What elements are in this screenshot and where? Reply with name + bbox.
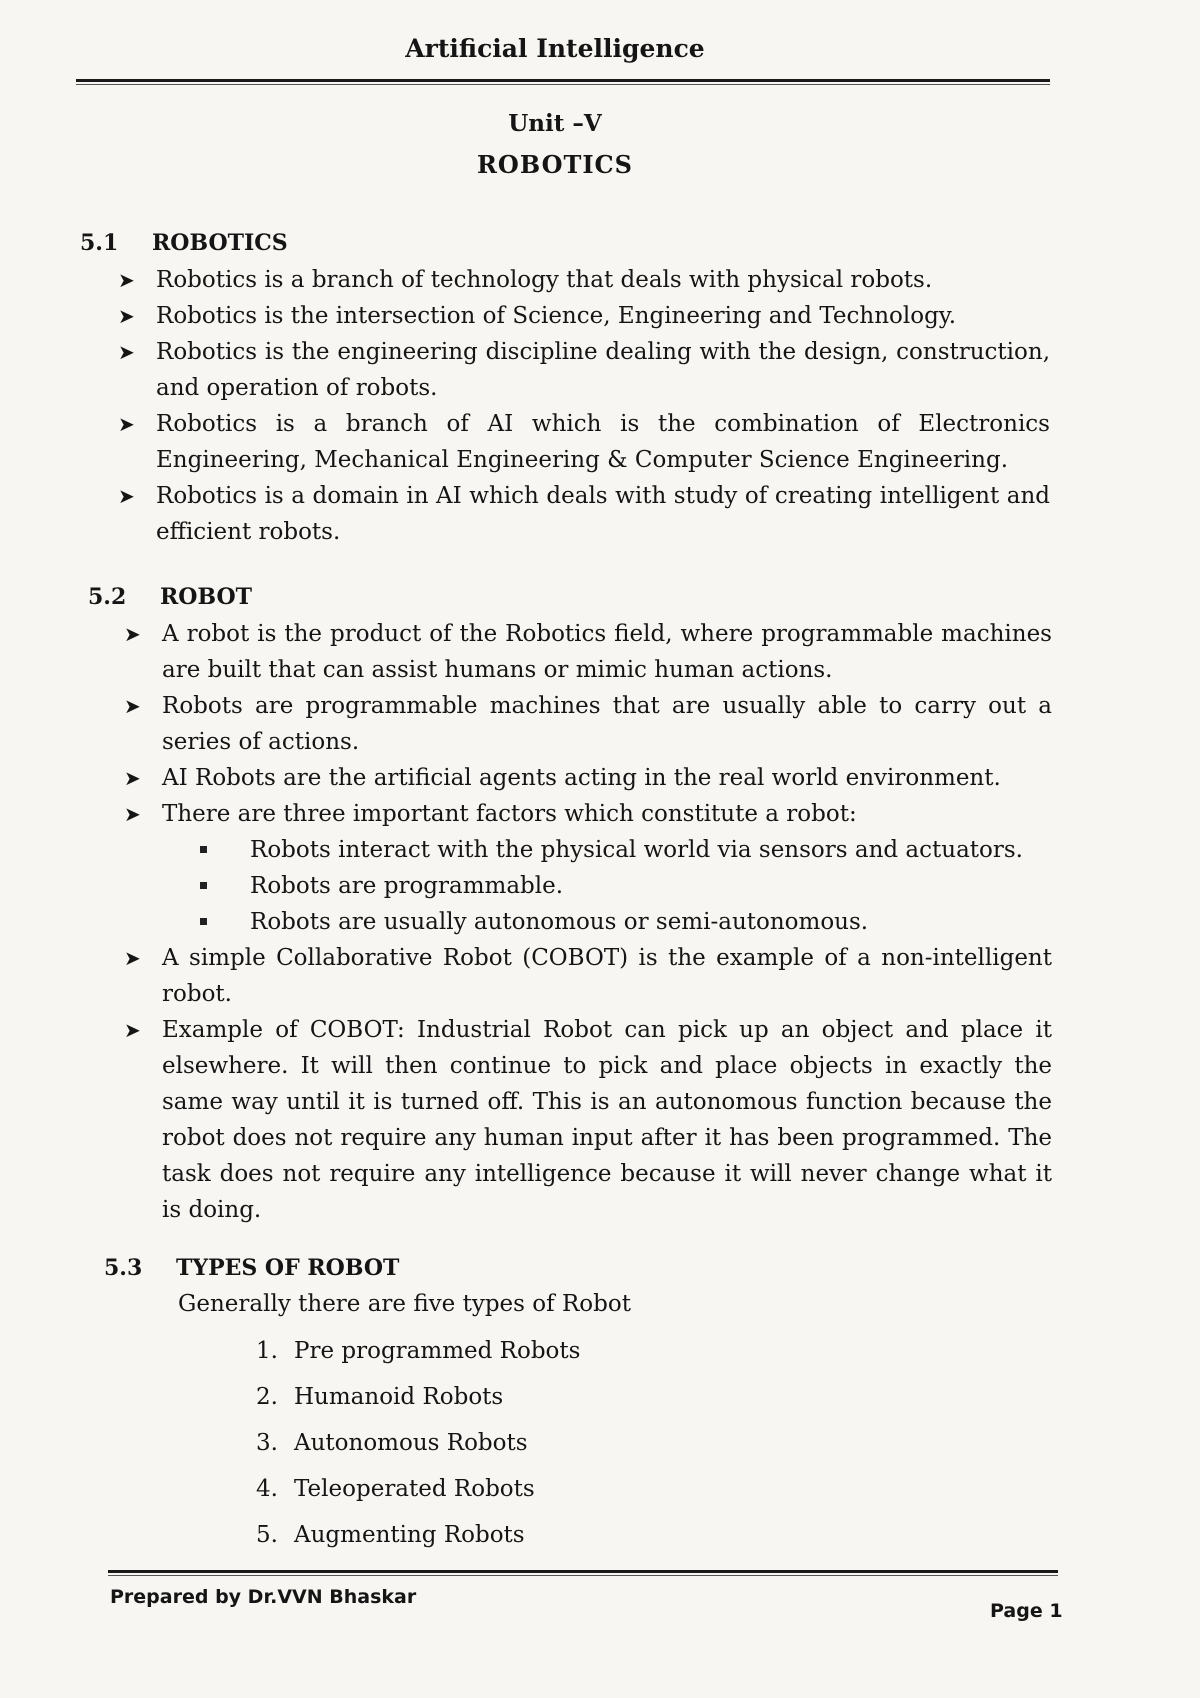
arrow-bullet-icon: ➤ — [124, 1018, 141, 1042]
robot-types-list — [256, 1338, 580, 1568]
arrow-bullet-icon: ➤ — [124, 622, 141, 646]
square-bullet-icon — [200, 846, 207, 853]
arrow-bullet-icon: ➤ — [124, 946, 141, 970]
list-item: ➤ Robotics is a branch of technology that deals with physical robots. — [118, 262, 1050, 298]
list-item: ➤ Robots are programmable machines that are usually able to carry out a series of actions. — [124, 688, 1052, 760]
arrow-bullet-icon: ➤ — [124, 766, 141, 790]
list-item: 5. Augmenting Robots — [256, 1522, 525, 1548]
header-rule — [76, 79, 1050, 85]
unit-label: Unit –V — [508, 110, 602, 137]
section-intro: Generally there are five types of Robot — [178, 1291, 631, 1317]
list-item: ➤ Robotics is the intersection of Science, Engineering and Technology. — [118, 298, 1050, 334]
arrow-bullet-icon: ➤ — [124, 694, 141, 718]
footer-rule — [108, 1570, 1058, 1576]
arrow-bullet-icon: ➤ — [118, 340, 135, 364]
list-item: 2. Humanoid Robots — [256, 1384, 504, 1410]
list-item: 3. Autonomous Robots — [256, 1430, 528, 1456]
square-bullet-icon — [200, 918, 207, 925]
section-heading-5-2 — [88, 584, 252, 610]
section-title: TYPES OF ROBOT — [176, 1255, 400, 1281]
section-5-2-list — [124, 616, 1052, 1228]
arrow-bullet-icon: ➤ — [118, 304, 135, 328]
list-item: ➤ A robot is the product of the Robotics field, where programmable machines are built that can assist humans or mimic human actions. — [124, 616, 1052, 688]
footer-author: Prepared by Dr.VVN Bhaskar — [110, 1586, 417, 1608]
factor-item: Robots are usually autonomous or semi-autonomous. — [200, 904, 1052, 940]
square-bullet-icon — [200, 882, 207, 889]
document-title: Artificial Intelligence — [405, 34, 705, 63]
factor-item: Robots are programmable. — [200, 868, 1052, 904]
section-heading-5-3 — [104, 1255, 399, 1281]
section-5-1-list — [118, 262, 1050, 550]
arrow-bullet-icon: ➤ — [118, 484, 135, 508]
section-title: ROBOT — [160, 584, 252, 610]
list-item: ➤ There are three important factors which constitute a robot: — [124, 796, 1052, 832]
list-item: ➤ Example of COBOT: Industrial Robot can pick up an object and place it elsewhere. It will then continue to pick and place objects in exactly the same way until it is turned off. This is an autonomous function because the robot does not require any human input after it has been programmed. The task does not require any intelligence because it will never change what it is doing. — [124, 1012, 1052, 1228]
arrow-bullet-icon: ➤ — [118, 268, 135, 292]
section-number: 5.1 — [80, 230, 119, 256]
arrow-bullet-icon: ➤ — [118, 412, 135, 436]
list-item: ➤ Robotics is the engineering discipline dealing with the design, construction, and operation of robots. — [118, 334, 1050, 406]
list-item: ➤ Robotics is a branch of AI which is the combination of Electronics Engineering, Mechanical Engineering & Computer Science Engineering. — [118, 406, 1050, 478]
section-title: ROBOTICS — [152, 230, 288, 256]
section-heading-5-1 — [80, 230, 288, 256]
list-item: ➤ Robotics is a domain in AI which deals with study of creating intelligent and efficient robots. — [118, 478, 1050, 550]
list-item: ➤ AI Robots are the artificial agents acting in the real world environment. — [124, 760, 1052, 796]
unit-title: ROBOTICS — [476, 150, 633, 179]
section-number: 5.2 — [88, 584, 127, 610]
list-item: ➤ A simple Collaborative Robot (COBOT) is the example of a non-intelligent robot. — [124, 940, 1052, 1012]
factor-item: Robots interact with the physical world via sensors and actuators. — [200, 832, 1052, 868]
arrow-bullet-icon: ➤ — [124, 802, 141, 826]
list-item: 4. Teleoperated Robots — [256, 1476, 535, 1502]
page-number: Page 1 — [990, 1600, 1063, 1622]
section-number: 5.3 — [104, 1255, 143, 1281]
list-item: 1. Pre programmed Robots — [256, 1338, 581, 1364]
